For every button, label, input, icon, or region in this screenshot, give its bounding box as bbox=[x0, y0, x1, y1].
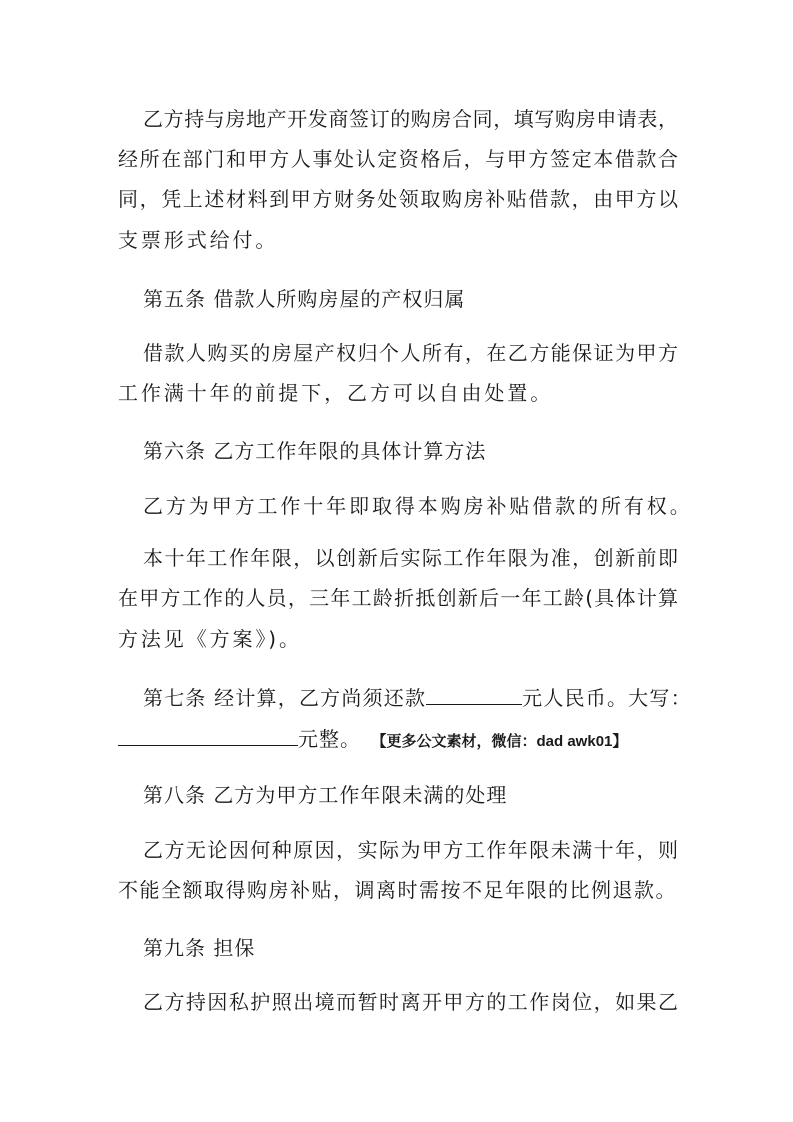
art8-line-1: 乙方无论因何种原因，实际为甲方工作年限未满十年，则 bbox=[143, 838, 678, 862]
article-5-title: 第五条 借款人所购房屋的产权归属 bbox=[143, 287, 466, 311]
article-7-line-1 bbox=[143, 684, 703, 712]
intro-line-3: 同，凭上述材料到甲方财务处领取购房补贴借款，由甲方以 bbox=[118, 187, 678, 211]
article-8-title: 第八条 乙方为甲方工作年限未满的处理 bbox=[143, 783, 508, 807]
art6-paragraph-1: 乙方为甲方工作十年即取得本购房补贴借款的所有权。 bbox=[143, 494, 693, 518]
art7-prefix: 第七条 经计算，乙方尚须还款 bbox=[143, 686, 427, 710]
amount-in-words-blank bbox=[118, 725, 298, 746]
intro-line-1: 乙方持与房地产开发商签订的购房合同，填写购房申请表， bbox=[143, 107, 678, 131]
article-9-title: 第九条 担保 bbox=[143, 936, 256, 960]
art5-line-1: 借款人购买的房屋产权归个人所有，在乙方能保证为甲方 bbox=[143, 341, 678, 365]
art7-suffix: 元整。 bbox=[298, 727, 361, 751]
repay-amount-blank bbox=[426, 684, 522, 705]
art7-mid: 元人民币。大写： bbox=[522, 686, 692, 710]
intro-line-4: 支票形式给付。 bbox=[118, 228, 279, 252]
watermark-note: 【更多公文素材，微信：dad awk01】 bbox=[379, 733, 628, 750]
art9-line-1: 乙方持因私护照出境而暂时离开甲方的工作岗位，如果乙 bbox=[143, 990, 678, 1014]
art6-p2-line-3: 方法见《方案》)。 bbox=[118, 627, 302, 651]
art8-line-2: 不能全额取得购房补贴，调离时需按不足年限的比例退款。 bbox=[118, 878, 677, 902]
intro-line-2: 经所在部门和甲方人事处认定资格后，与甲方签定本借款合 bbox=[118, 147, 678, 171]
art5-line-2: 工作满十年的前提下，乙方可以自由处置。 bbox=[118, 381, 554, 405]
article-7-line-2 bbox=[118, 725, 678, 756]
article-6-title: 第六条 乙方工作年限的具体计算方法 bbox=[143, 439, 487, 463]
art6-p2-line-2: 在甲方工作的人员，三年工龄折抵创新后一年工龄(具体计算 bbox=[118, 586, 678, 610]
art6-p2-line-1: 本十年工作年限，以创新后实际工作年限为准，创新前即 bbox=[143, 546, 678, 570]
